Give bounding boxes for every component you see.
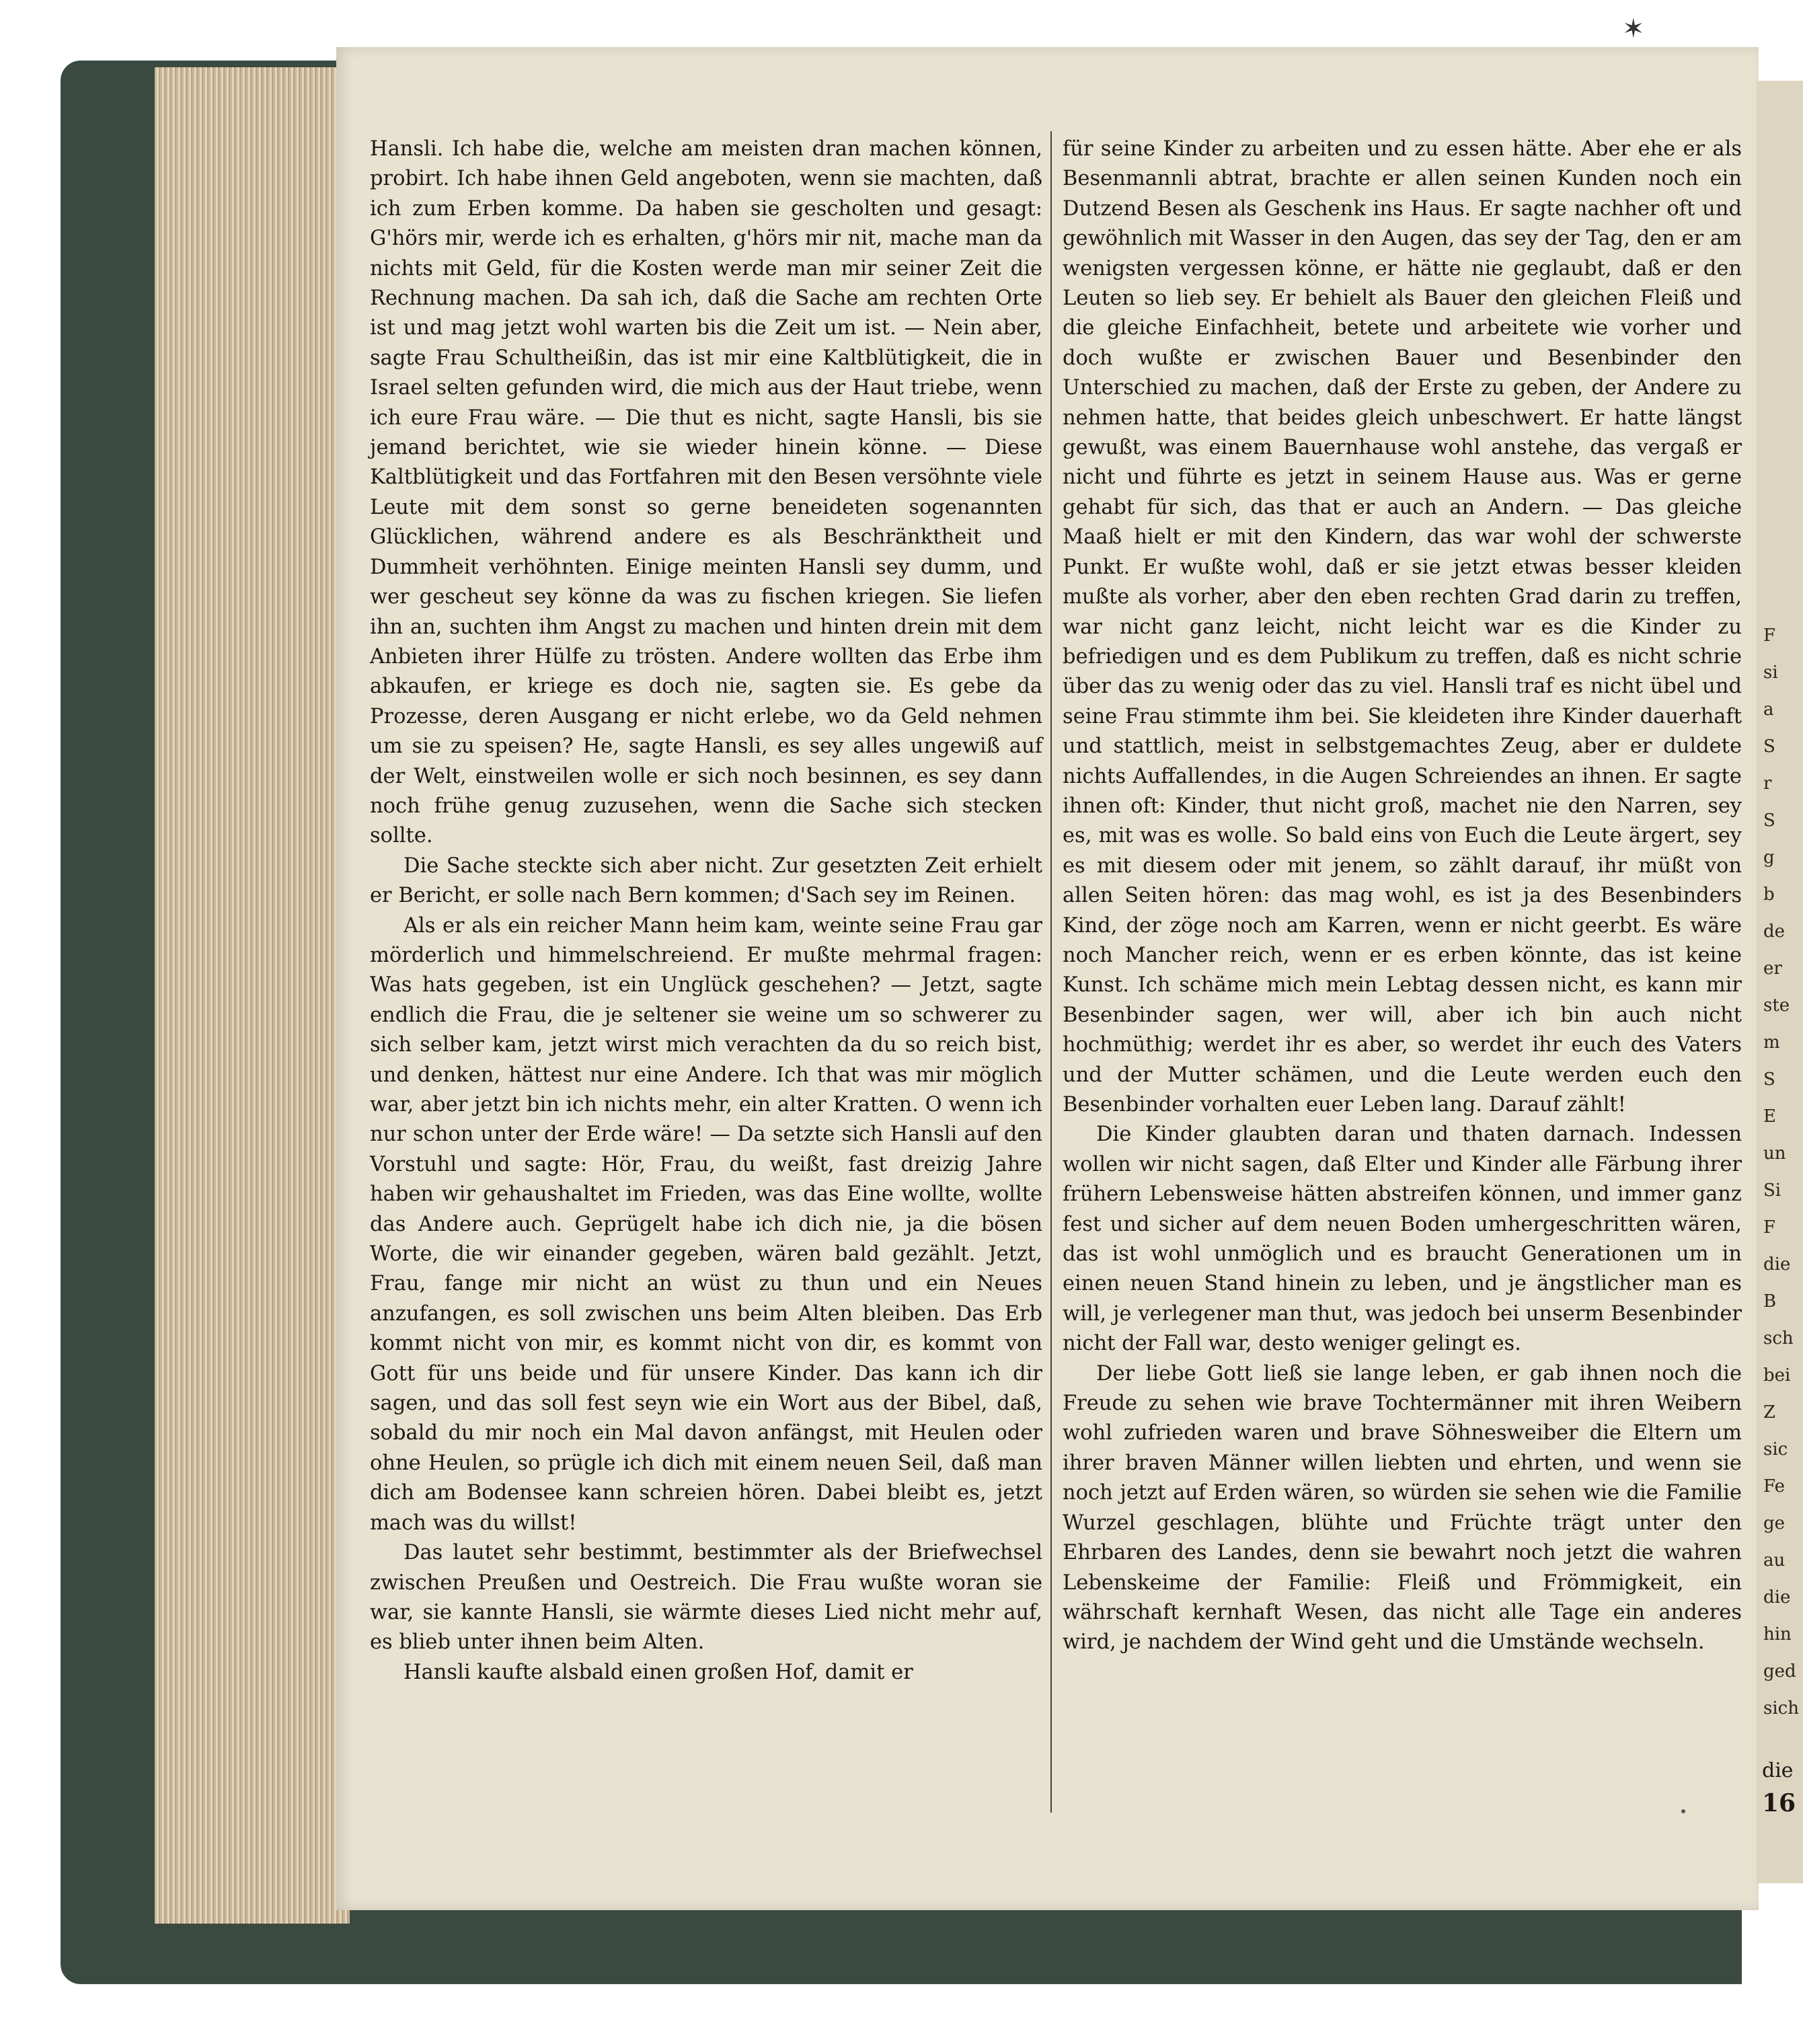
next-page-fragment: F (1763, 1217, 1776, 1238)
next-page-fragment: si (1763, 663, 1778, 683)
next-page-fragment: m (1763, 1032, 1780, 1053)
next-page-fragment: r (1763, 773, 1772, 794)
next-page-fragment: sich (1763, 1698, 1799, 1718)
next-page-fragment: Z (1763, 1402, 1776, 1423)
page-edges (155, 67, 350, 1924)
paragraph: Hansli kaufte alsbald einen großen Hof, damit er (404, 1660, 913, 1684)
next-page-fragment: bei (1763, 1365, 1791, 1386)
signature-word: die (1762, 1759, 1794, 1782)
ink-dot (1681, 1809, 1685, 1813)
next-page-fragment: a (1763, 699, 1774, 720)
right-column (1063, 135, 1742, 1658)
paragraph: Als er als ein reicher Mann heim kam, weinte seine Frau gar mörderlich und himmelschreiend. Er mußte mehrmal fragen: Was hats gegeben, ist ein Unglück geschehen? — Jetzt, sagte endlich die Frau, die je seltener sie weine um so schwerer zu sich selber kam, jetzt wirst mich verachten da du so reich bist, und denken, hättest nur eine Andere. Ich that was mir möglich war, aber jetzt bin ich nichts mehr, ein alter Kratten. O wenn ich nur schon unter der Erde wäre! — Da setzte sich Hansli auf den Vorstuhl und sagte: Hör, Frau, du weißt, fast dreizig Jahre haben wir gehaushaltet im Frieden, was das Eine wollte, wollte das Andere auch. Geprügelt habe ich dich nie, ja die bösen Worte, die wir einander gegeben, wären bald gezählt. Jetzt, Frau, fange mir nicht an wüst zu thun und ein Neues anzufangen, es soll zwischen uns beim Alten bleiben. Das Erb kommt nicht von mir, es kommt nicht von dir, es kommt von Gott für uns beide und für unsere Kinder. Das kann ich dir sagen, und das soll fest seyn wie ein Wort aus der Bibel, daß, sobald du mir noch ein Mal davon anfängst, mit Heulen oder ohne Heulen, so prügle ich dich mit einem neuen Seil, daß man dich am Bodensee kann schreien hören. Dabei bleibt es, jetzt mach was du willst! (370, 913, 1042, 1535)
next-page-fragment: hin (1763, 1624, 1792, 1644)
paragraph: Der liebe Gott ließ sie lange leben, er gab ihnen noch die Freude zu sehen wie brave Tochtermänner mit ihren Weibern wohl zufrieden waren und brave Söhnesweiber die Eltern um ihrer braven Männer willen liebten und ehrten, und wenn sie noch jetzt auf Erden wären, so würden sie sehen wie die Familie Wurzel geschlagen, blühte und Früchte trägt unter den Ehrbaren des Landes, denn sie bewahrt noch jetzt die wahren Lebenskeime der Familie: Fleiß und Frömmigkeit, ein währschaft kernhaft Wesen, das nicht alle Tage ein anderes wird, je nachdem der Wind geht und die Umstände wechseln. (1063, 1361, 1742, 1655)
next-page-fragment: b (1763, 884, 1775, 905)
next-page-fragment: ste (1763, 995, 1790, 1016)
next-page-fragment: S (1763, 1069, 1775, 1090)
next-page-fragment: S (1763, 736, 1775, 757)
left-column (370, 135, 1042, 1688)
next-page-fragment: Fe (1763, 1476, 1786, 1497)
next-page-fragment: de (1763, 921, 1786, 942)
next-page-fragment: E (1763, 1106, 1776, 1127)
next-page-fragment: au (1763, 1550, 1786, 1570)
signature-number: 16 (1762, 1789, 1796, 1817)
paragraph: Das lautet sehr bestimmt, bestimmter als der Briefwechsel zwischen Preußen und Oestreich. Die Frau wußte woran sie war, sie kannte Hansli, sie wärmte dieses Lied nicht mehr auf, es blieb unter ihnen beim Alten. (370, 1541, 1042, 1655)
next-page-fragment: ged (1763, 1661, 1796, 1681)
star-mark-icon: ✶ (1622, 13, 1645, 44)
next-page-fragment: sic (1763, 1439, 1788, 1460)
next-page-fragment: Si (1763, 1180, 1781, 1201)
next-page-fragment: g (1763, 847, 1775, 868)
next-page-fragment: sch (1763, 1328, 1794, 1349)
next-page-fragment: die (1763, 1254, 1791, 1275)
next-page-fragment: B (1763, 1291, 1777, 1312)
next-page-fragment: die (1763, 1587, 1791, 1607)
next-page-fragment: ge (1763, 1513, 1786, 1534)
next-page-fragment: S (1763, 810, 1775, 831)
next-page-edge (1757, 81, 1803, 1883)
paragraph: Hansli. Ich habe die, welche am meisten dran machen können, probirt. Ich habe ihnen Geld angeboten, wenn sie machten, daß ich zum Erben komme. Da haben sie gescholten und gesagt: G'hörs mir, werde ich es erhalten, g'hörs mir nit, mache man da nichts mit Geld, für die Kosten werde man mir seiner Zeit die Rechnung machen. Da sah ich, daß die Sache am rechten Orte ist und mag jetzt wohl warten bis die Zeit um ist. — Nein aber, sagte Frau Schultheißin, das ist mir eine Kaltblütigkeit, die in Israel selten gefunden wird, die mich aus der Haut triebe, wenn ich eure Frau wäre. — Die thut es nicht, sagte Hansli, bis sie jemand berichtet, wie sie wieder hinein könne. — Diese Kaltblütigkeit und das Fortfahren mit den Besen versöhnte viele Leute mit dem sonst so gerne beneideten sogenannten Glücklichen, während andere es als Beschränktheit und Dummheit verhöhnten. Einige meinten Hansli sey dumm, und wer gescheut sey könne da was zu fischen kriegen. Sie liefen ihn an, suchten ihm Angst zu machen und hinten drein mit dem Anbieten ihrer Hülfe zu trösten. Andere wollten das Erbe ihm abkaufen, er kriege es doch nie, sagten sie. Es gebe da Prozesse, deren Ausgang er nicht erlebe, wo da Geld nehmen um sie zu speisen? He, sagte Hansli, es sey alles ungewiß auf der Welt, einstweilen wolle er sich noch besinnen, es sey dann noch frühe genug zuzusehen, wenn die Sache sich stecken sollte. (370, 137, 1042, 848)
paragraph: Die Kinder glaubten daran und thaten darnach. Indessen wollen wir nicht sagen, daß Elter und Kinder alle Färbung ihrer frühern Lebensweise hätten abstreifen können, und immer ganz fest und sicher auf dem neuen Boden umhergeschritten wären, das ist wohl unmöglich und es braucht Generationen um in einen neuen Stand hinein zu leben, und je ängstlicher man es will, je verlegener man thut, was jedoch bei unserm Besenbinder nicht der Fall war, desto weniger gelingt es. (1063, 1123, 1742, 1356)
next-page-fragment: un (1763, 1143, 1786, 1164)
paragraph: für seine Kinder zu arbeiten und zu essen hätte. Aber ehe er als Besenmannli abtrat, brachte er allen seinen Kunden noch ein Dutzend Besen als Geschenk ins Haus. Er sagte nachher oft und gewöhnlich mit Wasser in den Augen, das sey der Tag, den er am wenigsten vergessen könne, er hätte nie geglaubt, daß er den Leuten so lieb sey. Er behielt als Bauer den gleichen Fleiß und die gleiche Einfachheit, betete und arbeitete wie vorher und doch wußte er zwischen Bauer und Besenbinder den Unterschied zu machen, daß der Erste zu geben, der Andere zu nehmen hatte, that beides gleich unbeschwert. Er hatte längst gewußt, was einem Bauernhause wohl anstehe, das vergaß er nicht und führte es jetzt in seinem Hause aus. Was er gerne gehabt für sich, das that er auch an Andern. — Das gleiche Maaß hielt er mit den Kindern, das war wohl der schwerste Punkt. Er wußte wohl, daß er sie jetzt etwas besser kleiden mußte als vorher, aber den eben rechten Grad darin zu treffen, war nicht ganz leicht, nicht leicht war es die Kinder zu befriedigen und es dem Publikum zu treffen, daß es nicht schrie über das zu wenig oder das zu viel. Hansli traf es nicht übel und seine Frau stimmte ihm bei. Sie kleideten ihre Kinder dauerhaft und stattlich, meist in selbstgemachtes Zeug, aber er duldete nichts Auffallendes, in die Augen Schreiendes an ihnen. Er sagte ihnen oft: Kinder, thut nicht groß, machet nie den Narren, sey es, mit was es wolle. So bald eins von Euch die Leute ärgert, sey es mit diesem oder mit jenem, so zählt darauf, ihr müßt von allen Seiten hören: das mag wohl, es ist ja des Besenbinders Kind, der zöge noch am Karren, wenn er nicht geerbt. Es wäre noch Mancher reich, wenn er es erben könnte, das ist keine Kunst. Ich schäme mich mein Lebtag dessen nicht, es kann mir Besenbinder sagen, wer will, aber ich bin auch nicht hochmüthig; werdet ihr es aber, so werdet ihr euch des Vaters und der Mutter schämen, und die Leute werden euch den Besenbinder vorhalten euer Leben lang. Darauf zählt! (1063, 137, 1742, 1116)
next-page-fragment: er (1763, 958, 1782, 979)
column-divider (1050, 131, 1052, 1813)
next-page-fragment: F (1763, 626, 1776, 646)
paragraph: Die Sache steckte sich aber nicht. Zur gesetzten Zeit erhielt er Bericht, er solle nach Bern kommen; d'Sach sey im Reinen. (370, 854, 1042, 908)
